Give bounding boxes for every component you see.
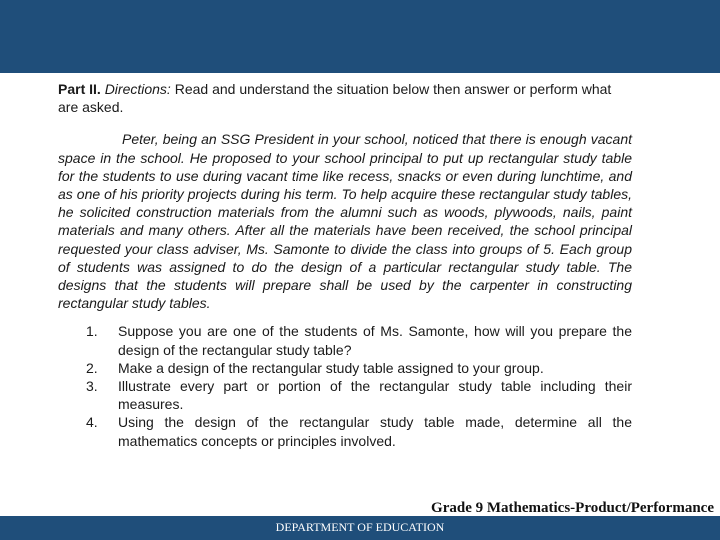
list-item [58, 322, 632, 358]
header-band [0, 0, 720, 73]
item-text: Using the design of the rectangular study table made, determine all the mathematics concepts or principles involved. [118, 414, 632, 449]
document-body [58, 80, 632, 450]
list-item [58, 359, 632, 377]
footer-title: Grade 9 Mathematics-Product/Performance [431, 500, 714, 516]
item-number: 1. [86, 323, 98, 340]
list-item [58, 377, 632, 413]
item-number: 3. [86, 378, 98, 395]
directions-text: Read and understand the situation below then answer or perform what are asked. [58, 81, 612, 116]
directions [58, 80, 632, 116]
part-label: Part II. [58, 81, 101, 97]
list-item [58, 413, 632, 449]
task-list [58, 322, 632, 449]
item-text: Make a design of the rectangular study table assigned to your group. [118, 359, 544, 376]
department-label: DEPARTMENT OF EDUCATION [275, 520, 445, 534]
item-number: 2. [86, 359, 98, 376]
situation-paragraph: Peter, being an SSG President in your school, noticed that there is enough vacant space in the school. He proposed to your school principal to put up rectangular study table for the students to use during vacant time like recess, snacks or even during lunchtime, and as one of his priority projects during his term. To help acquire these rectangular study tables, he solicited construction materials from the alumni such as woods, plywoods, nails, paint materials and many others. After all the materials have been received, the school principal requested your class adviser, Ms. Samonte to divide the class into groups of 5. Each group of students was assigned to do the design of a particular rectangular study table. The designs that the students will prepare shall be used by the carpenter in constructing rectangular study tables. [58, 131, 632, 312]
item-text: Suppose you are one of the students of Ms. Samonte, how will you prepare the design of the rectangular study table? [118, 323, 632, 358]
directions-label: Directions: [104, 81, 171, 97]
item-number: 4. [86, 414, 98, 431]
item-text: Illustrate every part or portion of the rectangular study table including their measures. [118, 378, 632, 413]
